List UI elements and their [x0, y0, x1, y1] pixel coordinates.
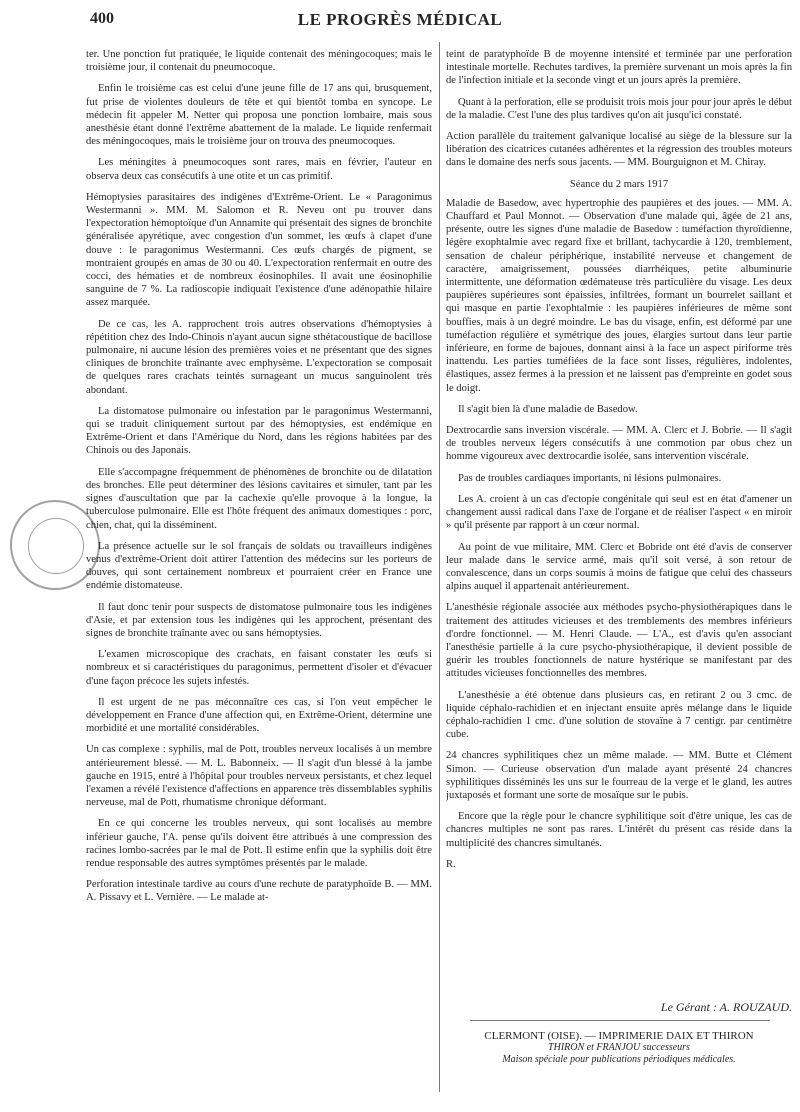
paragraph: Les A. croient à un cas d'ectopie congénitale qui seul est en état d'amener un changement aussi radical dans l'axe de l'organe et de réaliser l'aspect « en miroir » qu'il présente par rapport à un cœur normal. — [446, 493, 792, 532]
paragraph: Pas de troubles cardiaques importants, ni lésions pulmonaires. — [458, 472, 722, 484]
paragraph: ter. Une ponction fut pratiquée, le liquide contenait des méningocoques; mais le troisième jour, il contenait du pneumocoque. — [86, 49, 432, 74]
paragraph: 24 chancres syphilitiques chez un même malade. — MM. Butte et Clément Simon. — Curieuse observation d'un malade ayant présenté 24 chancres syphilitiques disséminés les uns sur le fourreau de la verge et le gland, les autres juxtaposés et formant une sorte de mosaïque sur le pubis. — [446, 750, 792, 801]
paragraph: Perforation intestinale tardive au cours d'une rechute de paratyphoïde B. — MM. A. Pissavy et L. Vernière. — Le malade at- — [86, 879, 432, 904]
paragraph: L'anesthésie a été obtenue dans plusieurs cas, en retirant 2 ou 3 cmc. de liquide céphalo-rachidien et en injectant ensuite après mélange dans le liquide céphalo-rachidien 1 cmc. d'une solution de stovaïne à 7 centigr. par centimètre cube. — [446, 689, 792, 741]
page-number: 400 — [90, 10, 114, 27]
paragraph: Il s'agit bien là d'une maladie de Basedow. — [458, 403, 638, 415]
paragraph: Les méningites à pneumocoques sont rares, mais en février, l'auteur en observa deux cas consécutifs à une otite et un cas primitif. — [86, 157, 432, 182]
imprint-line-specialty: Maison spéciale pour publications périodiques médicales. — [502, 1054, 736, 1065]
paragraph: Hémoptysies parasitaires des indigènes d'Extrême-Orient. Le « Paragonimus Westermanni ». MM. M. Salomon et R. Neveu ont pu trouver dans l'expectoration hémoptoïque d'un Annamite qui présentait des signes de bronchite généralisée apyrétique, avec congestion d'un sommet, les œufs à clapet d'une douve : le paragonimus Westermanni. Ces œufs chargés de pigment, se montraient groupés en amas de 30 ou 40. L'expectoration renfermait en outre des cocci, des hématies et de nombreux éosinophiles. Il avait une éosinophilie sanguine de 7 %. La radioscopie indiquait l'existence d'une adénopathie hilaire assez marquée. — [86, 191, 432, 309]
paragraph: Action parallèle du traitement galvanique localisé au siège de la blessure sur la libération des cicatrices cutanées adhérentes et la régression des troubles moteurs dans le domaine des nerfs sous jacents. — MM. Bourguignon et M. Chiray. — [446, 131, 792, 169]
paragraph: R. — [446, 858, 456, 870]
footer-rule — [470, 1020, 770, 1021]
paragraph: Enfin le troisième cas est celui d'une jeune fille de 17 ans qui, brusquement, fut prise de violentes douleurs de tête et qui bientôt tomba en syncope. Le médecin fit appeler M. Netter qui proposa une ponction lombaire, mais sous anesthésie étant donné l'extrême abattement de la malade. Le liquide renfermait des méningocoques, mais le troisième jour on trouva des pneumocoques. — [86, 83, 432, 148]
paragraph: La distomatose pulmonaire ou infestation par le paragonimus Westermanni, qui se traduit cliniquement surtout par des hémoptysies, est endémique en Extrême-Orient et dans l'Amérique du Nord, dans les régions habitées par des Chinois ou des Japonais. — [86, 405, 432, 457]
imprint-block — [446, 1030, 792, 1066]
paragraph: La présence actuelle sur le sol français de soldats ou travailleurs indigènes venus d'extrême-Orient doit attirer l'attention des médecins sur les porteurs de douves, qui sont certainement nombreux et pourraient créer en France une endémie distomateuse. — [86, 540, 432, 592]
column-divider — [439, 42, 440, 1092]
library-stamp-inner — [28, 518, 84, 574]
imprint-line-printer: CLERMONT (OISE). — IMPRIMERIE DAIX ET THIRON — [484, 1030, 754, 1042]
paragraph: Maladie de Basedow, avec hypertrophie des paupières et des joues. — MM. A. Chauffard et Paul Monnot. — Observation d'une malade qui, âgée de 21 ans, présente, outre les signes d'une maladie de Basedow : tuméfaction thyroïdienne, légère exophtalmie avec regard fixe et brillant, tachycardie à 120, tremblement, sensation de chaleur périphérique, instabilité nerveuse et changement de caractère, amaigrissement, poussées diarrhéiques, petite albuminurie intermittente, une déformation œdémateuse très particulière du visage. Les deux paupières supérieures sont épaissies, infiltrées, formant un bourrelet saillant et qui masque en partie l'exophtalmie : les paupières inférieures de même sont bouffies, mais à un degré moindre. Le bas du visage, enfin, est déformé par une tuméfaction régulière et symétrique des joues, élargies surtout dans leur partie inférieure, en forme de bajoues, donnant ainsi à la face un aspect piriforme très inattendu. Les parties tuméfiées de la face sont lisses, régulières, indolentes, élastiques, assez fermes à la pression et ne laissent pas d'empreinte en godet sous le doigt. — [446, 197, 792, 394]
left-column — [86, 44, 432, 1099]
page-header — [0, 10, 800, 36]
paragraph: teint de paratyphoïde B de moyenne intensité et terminée par une perforation intestinale mortelle. Rechutes tardives, la première survenant un mois après la fin de l'infection initiale et la seconde vingt et un jours après la première. — [446, 49, 792, 87]
paragraph: Dextrocardie sans inversion viscérale. — MM. A. Clerc et J. Bobrie. — Il s'agit de troubles nerveux légers consécutifs à une commotion par obus chez un homme vigoureux avec dextrocardie isolée, sans intervention viscérale. — [446, 425, 792, 463]
paragraph: L'examen microscopique des crachats, en faisant constater les œufs si nombreux et si caractéristiques du paragonimus, permettent d'isoler et d'évacuer d'une façon précoce les sujets infestés. — [86, 649, 432, 687]
paragraph: Il faut donc tenir pour suspects de distomatose pulmonaire tous les indigènes d'Asie, et par extension tous les indigènes qui les approchent, présentant des signes de bronchite traînante avec ou sans hémoptysies. — [86, 601, 432, 639]
seance-date: Séance du 2 mars 1917 — [569, 178, 669, 190]
right-column — [446, 44, 792, 989]
paragraph: Elle s'accompagne fréquemment de phénomènes de bronchite ou de dilatation des bronches. Elle peut déterminer des lésions cavitaires et simuler, tant par les signes d'auscultation que par la cachexie qu'elle provoque à la longue, la tuberculose pulmonaire. Elle est l'hôte fréquent des animaux domestiques : porc, chien, chat, qui la disséminent. — [86, 466, 432, 531]
paragraph: De ce cas, les A. rapprochent trois autres observations d'hémoptysies à répétition chez des Indo-Chinois n'ayant aucun signe sthétacoustique de bacillose pulmonaire, ni aucune lésion des premières voies et ne présentant que des signes cliniques de bronchite traînante avec emphysème. L'expectoration se composait de quelques rares crachats teintés surnageant un mucus sanguinolent très abondant. — [86, 318, 432, 396]
paragraph: Il est urgent de ne pas méconnaître ces cas, si l'on veut empêcher le développement en France d'une affection qui, en Extrême-Orient, détermine une morbidité et une mortalité considérables. — [86, 696, 432, 735]
paragraph: Quant à la perforation, elle se produisit trois mois jour pour jour après le début de la maladie. C'est l'une des plus tardives qu'on ait jusqu'ici constaté. — [446, 96, 792, 121]
journal-title: LE PROGRÈS MÉDICAL — [297, 10, 503, 29]
paragraph: L'anesthésie régionale associée aux méthodes psycho-physiothérapiques dans le traitement des attitudes vicieuses et des tremblements des membres inférieurs d'ordre fonctionnel. — M. Henri Claude. — L'A., est d'avis qu'en associant l'anesthésie partielle à la cure psycho-physiothérapique, il devient possible de guérir les troubles fonctionnels de nature hystérique se manifestant par des attitudes vicieuses fonctionnelles des membres. — [446, 602, 792, 680]
paragraph: Un cas complexe : syphilis, mal de Pott, troubles nerveux localisés à un membre antérieurement blessé. — M. L. Babonneix. — Il s'agit d'un blessé à la jambe gauche en 1915, entré à l'hôpital pour troubles nerveux persistants, et chez lequel l'examen a révélé l'existence d'affections en apparence très dissemblables syphilis nerveuse, mal de Pott, rhumatisme chronique déformant. — [86, 744, 432, 809]
paragraph: En ce qui concerne les troubles nerveux, qui sont localisés au membre inférieur gauche, l'A. pense qu'ils doivent être attribués à une compression des racines lombo-sacrées par le mal de Pott. Il estime enfin que la syphilis doit être rendue responsable des autres symptômes présentés par le malade. — [86, 818, 432, 869]
paragraph: Encore que la règle pour le chancre syphilitique soit d'être unique, les cas de chancres multiples ne sont pas rares. L'intérêt du présent cas réside dans la multiplicité des chancres simultanés. — [446, 811, 792, 849]
imprint-line-successors: THIRON et FRANJOU successeurs — [548, 1042, 690, 1053]
gerant-signature: Le Gérant : A. ROUZAUD. — [660, 1000, 792, 1014]
paragraph: Au point de vue militaire, MM. Clerc et Bobride ont été d'avis de conserver leur malade dans le service armé, mais qu'il soit versé, à son retour de convalescence, dans un corps soumis à moins de fatigue que celui des chasseurs alpins auquel il appartenait antérieurement. — [446, 541, 792, 593]
